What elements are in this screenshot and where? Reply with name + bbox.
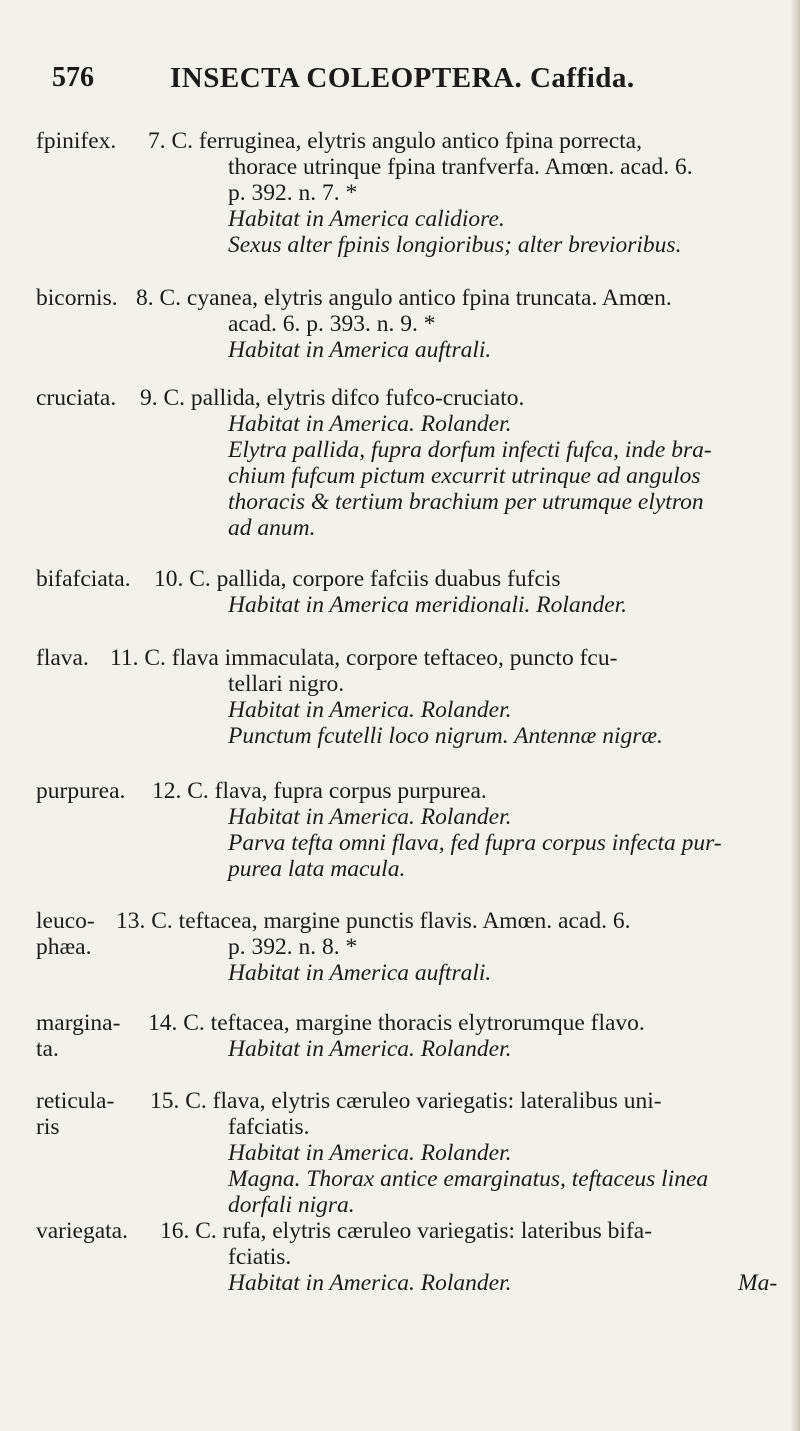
diagnosis-line: 15. C. flava, elytris cæruleo variegatis: lateralibus uni-	[150, 1088, 662, 1114]
species-name: fpinifex.	[36, 128, 117, 154]
page-number: 576	[52, 62, 94, 93]
running-head: INSECTA COLEOPTERA. Caffida.	[170, 62, 635, 94]
habitat-line: Habitat in America. Rolander.	[228, 411, 512, 437]
habitat-line: Habitat in America. Rolander.	[228, 1270, 512, 1296]
description-line: ad anum.	[228, 515, 316, 541]
diagnosis-line: 11. C. flava immaculata, corpore teftaceo, puncto fcu-	[110, 645, 618, 671]
diagnosis-line: 14. C. teftacea, margine thoracis elytrorumque flavo.	[148, 1010, 645, 1036]
page-header	[52, 62, 752, 102]
diagnosis-line: tellari nigro.	[228, 671, 345, 697]
description-line: Magna. Thorax antice emarginatus, teftaceus linea	[228, 1166, 709, 1192]
habitat-line: Habitat in America calidiore.	[228, 206, 505, 232]
species-name: purpurea.	[36, 778, 126, 804]
species-name: leuco-	[36, 908, 95, 934]
species-name-continued: phæa.	[36, 934, 92, 960]
diagnosis-line: 16. C. rufa, elytris cæruleo variegatis: lateribus bifa-	[160, 1218, 653, 1244]
description-line: thoracis & tertium brachium per utrumque elytron	[228, 489, 704, 515]
diagnosis-line: 13. C. teftacea, margine punctis flavis. Amœn. acad. 6.	[116, 908, 631, 934]
reference-line: acad. 6. p. 393. n. 9. *	[228, 311, 436, 337]
species-name: cruciata.	[36, 385, 117, 411]
species-name-continued: ris	[36, 1114, 60, 1140]
page-edge	[790, 0, 800, 1431]
species-name-continued: ta.	[36, 1036, 59, 1062]
habitat-line: Habitat in America auftrali.	[228, 337, 492, 363]
habitat-line: Habitat in America. Rolander.	[228, 1140, 512, 1166]
habitat-line: Habitat in America. Rolander.	[228, 697, 512, 723]
species-name: flava.	[36, 645, 89, 671]
description-line: purea lata macula.	[228, 856, 406, 882]
diagnosis-line: 10. C. pallida, corpore fafciis duabus fufcis	[154, 566, 561, 592]
diagnosis-line: 7. C. ferruginea, elytris angulo antico fpina porrecta,	[148, 128, 642, 154]
diagnosis-line: fafciatis.	[228, 1114, 310, 1140]
species-name: bicornis.	[36, 285, 118, 311]
catchword: Ma-	[738, 1270, 778, 1296]
species-name: variegata.	[36, 1218, 128, 1244]
diagnosis-line: 9. C. pallida, elytris difco fufco-cruciato.	[140, 385, 525, 411]
description-line: Elytra pallida, fupra dorfum infecti fufca, inde bra-	[228, 437, 712, 463]
habitat-line: Habitat in America auftrali.	[228, 960, 492, 986]
note-line: Punctum fcutelli loco nigrum. Antennæ nigræ.	[228, 723, 663, 749]
diagnosis-line: 8. C. cyanea, elytris angulo antico fpina truncata. Amœn.	[136, 285, 672, 311]
species-name: bifafciata.	[36, 566, 131, 592]
habitat-line: Habitat in America meridionali. Rolander.	[228, 592, 628, 618]
habitat-line: Habitat in America. Rolander.	[228, 804, 512, 830]
reference-line: p. 392. n. 8. *	[228, 934, 358, 960]
description-line: dorfali nigra.	[228, 1192, 355, 1218]
reference-line: p. 392. n. 7. *	[228, 180, 358, 206]
species-name: margina-	[36, 1010, 121, 1036]
description-line: Parva tefta omni flava, fed fupra corpus infecta pur-	[228, 830, 722, 856]
description-line: chium fufcum pictum excurrit utrinque ad angulos	[228, 463, 701, 489]
diagnosis-line: fciatis.	[228, 1244, 292, 1270]
species-name: reticula-	[36, 1088, 115, 1114]
diagnosis-line: thorace utrinque fpina tranfverfa. Amœn. acad. 6.	[228, 154, 693, 180]
habitat-line: Habitat in America. Rolander.	[228, 1036, 512, 1062]
diagnosis-line: 12. C. flava, fupra corpus purpurea.	[152, 778, 487, 804]
note-line: Sexus alter fpinis longioribus; alter brevioribus.	[228, 232, 682, 258]
